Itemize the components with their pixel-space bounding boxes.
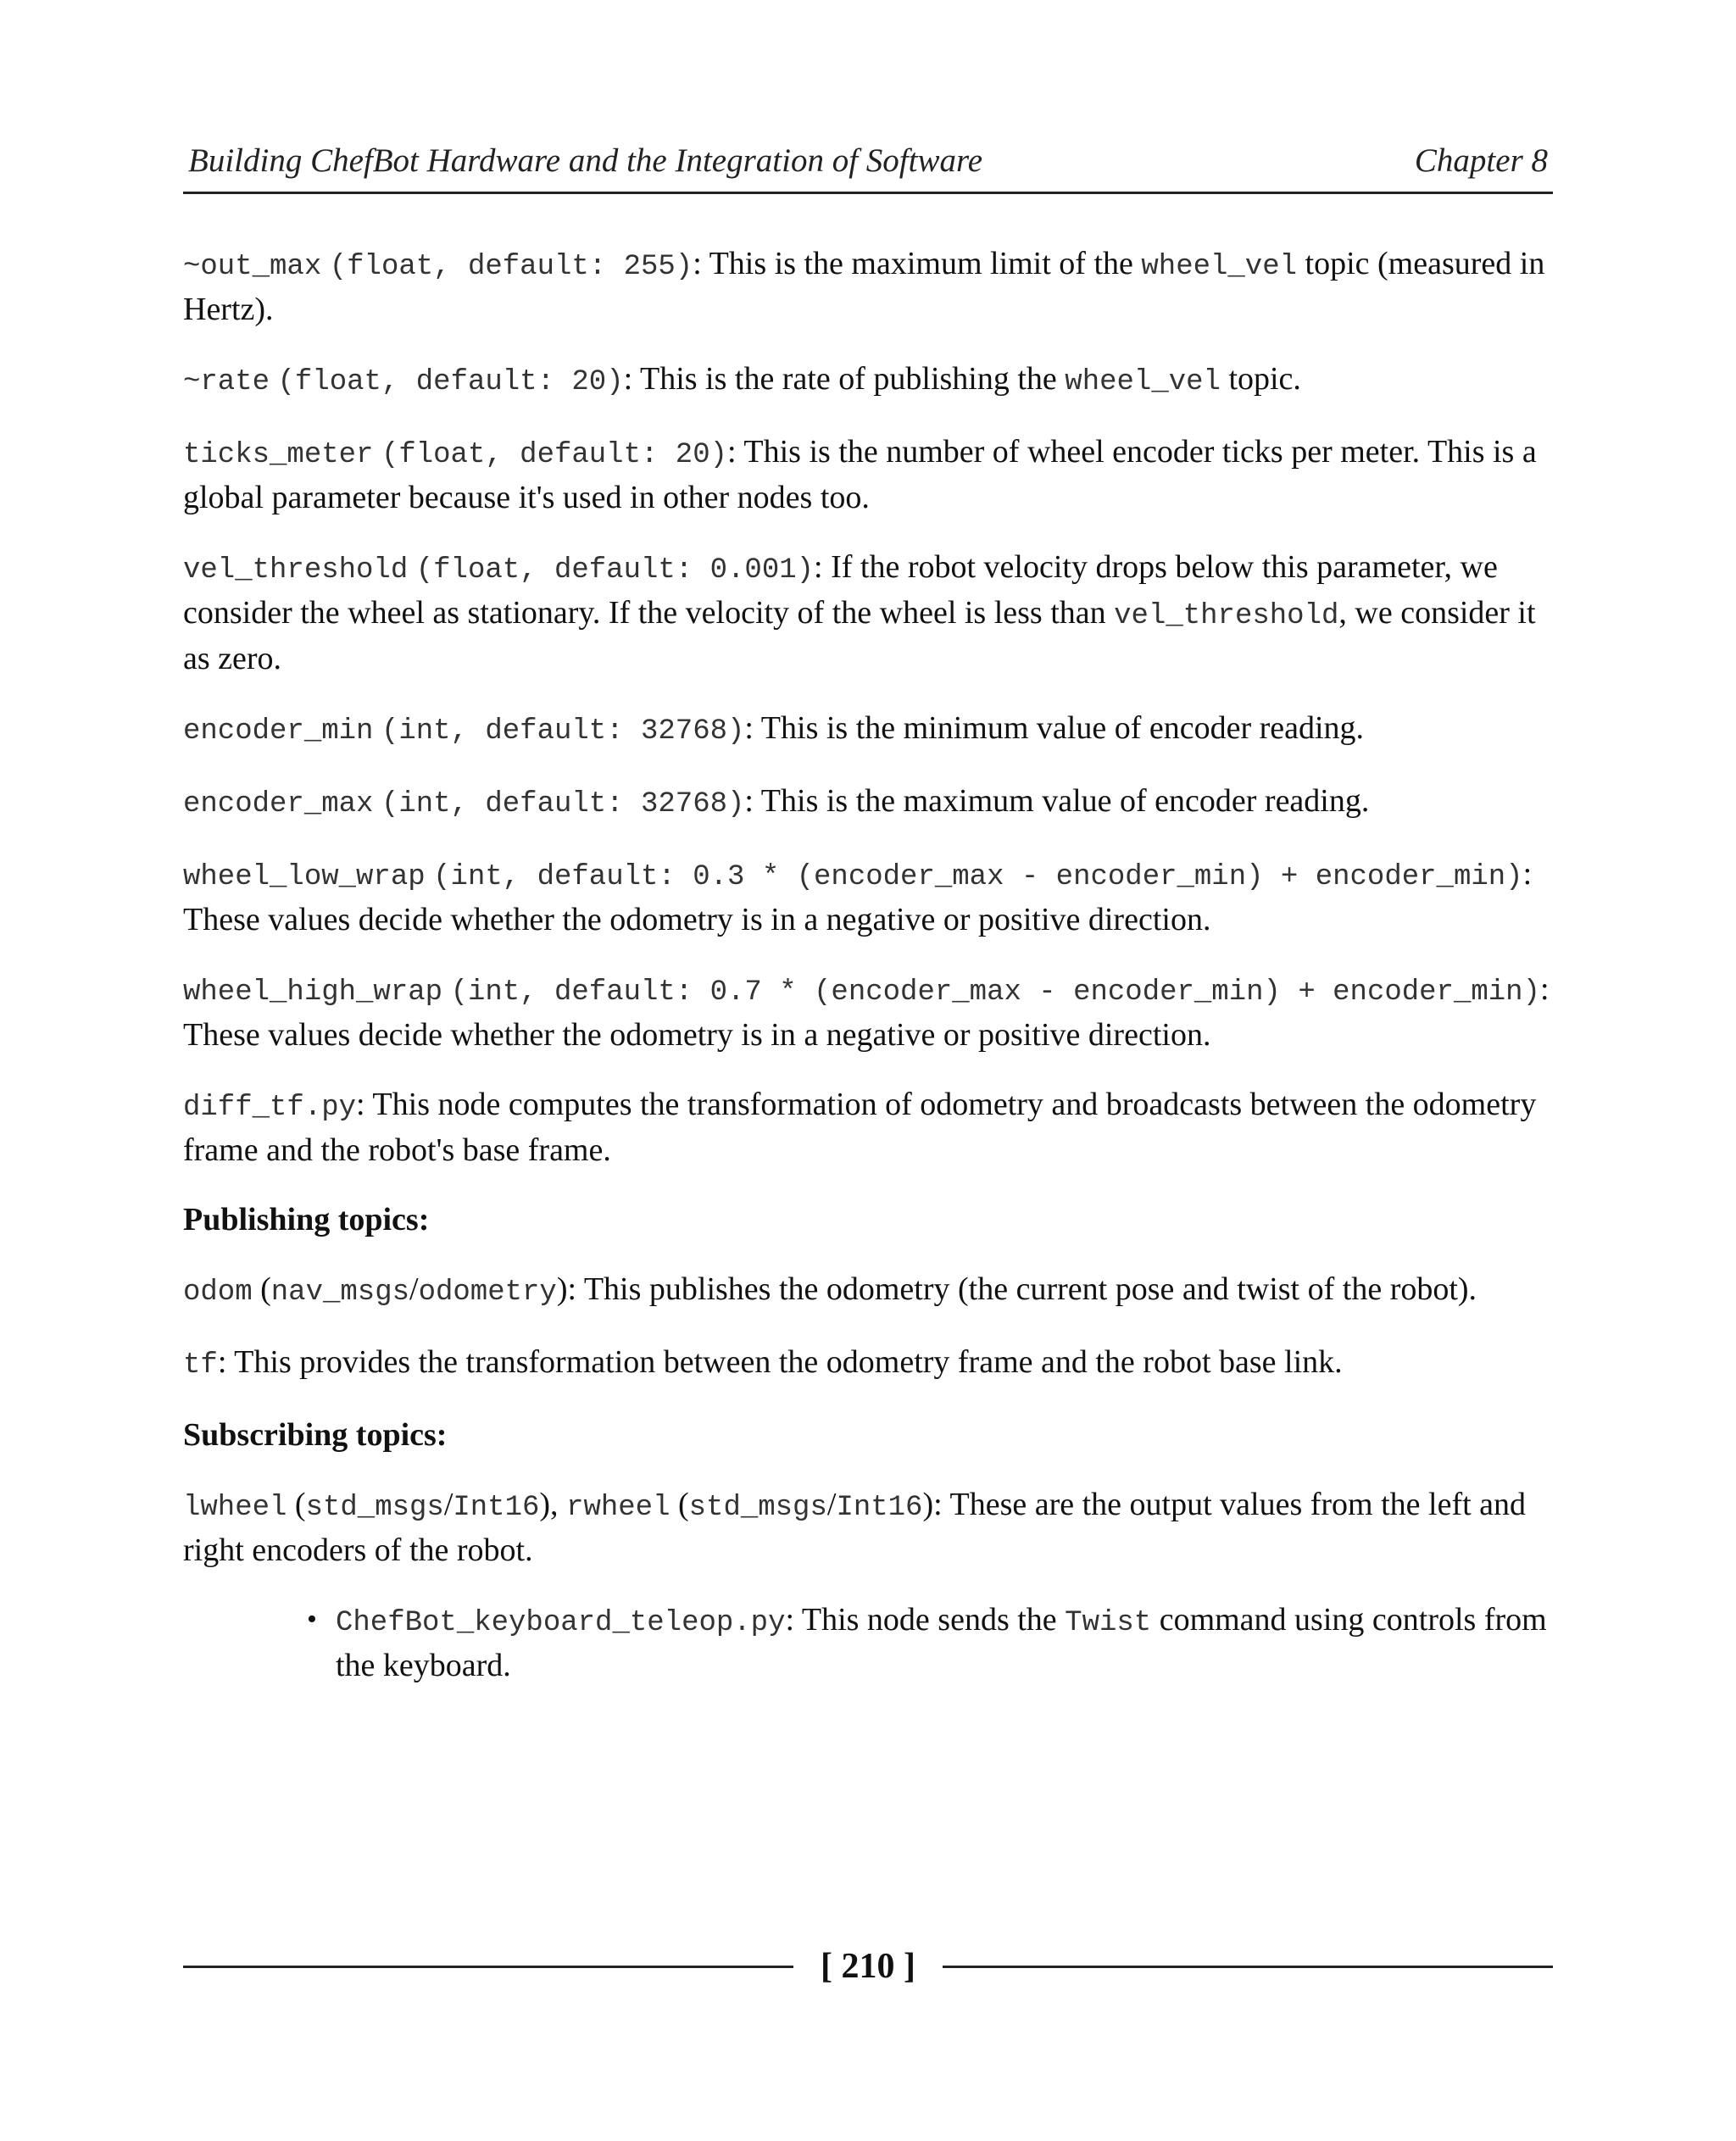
slash: / [443, 1487, 453, 1522]
param-ticks-meter [183, 431, 1553, 519]
param-desc: : This is the maximum value of encoder reading. [744, 783, 1370, 819]
msg-type: Int16 [836, 1492, 923, 1524]
param-signature: (float, default: 20) [277, 366, 624, 398]
topic-desc: : This provides the transformation between the odometry frame and the robot base link. [217, 1344, 1343, 1380]
param-signature: (float, default: 255) [329, 251, 693, 283]
param-desc: : This is the rate of publishing the [623, 361, 1066, 397]
topic-tf [183, 1341, 1553, 1387]
topic-name: odom [183, 1276, 253, 1309]
param-wheel-high-wrap [183, 968, 1553, 1056]
topic-name-rwheel: rwheel [566, 1492, 670, 1524]
inline-code: vel_threshold [1114, 600, 1339, 632]
paren-open: ( [287, 1487, 306, 1522]
param-desc-cont: , we consider it as zero. [183, 595, 1536, 676]
node-diff-tf [183, 1083, 1553, 1171]
bullet-item-teleop [307, 1599, 1553, 1687]
msg-type: odometry [418, 1276, 557, 1309]
header-chapter: Chapter 8 [1414, 142, 1548, 179]
separator: ), [539, 1487, 567, 1522]
node-name: ChefBot_keyboard_teleop.py [336, 1607, 786, 1639]
param-desc-cont: topic. [1220, 361, 1301, 397]
inline-code: Twist [1065, 1607, 1152, 1639]
param-name: wheel_high_wrap [183, 976, 443, 1009]
header-title: Building ChefBot Hardware and the Integration of Software [188, 142, 983, 179]
param-signature: (float, default: 0.001) [415, 554, 815, 587]
subscribing-heading: Subscribing topics: [183, 1417, 448, 1453]
param-encoder-min [183, 707, 1553, 753]
param-signature: (int, default: 0.3 * (encoder_max - encoder_min) + encoder_min) [433, 861, 1523, 893]
msg-package: nav_msgs [270, 1276, 410, 1309]
inline-code: wheel_vel [1141, 251, 1298, 283]
topic-name-lwheel: lwheel [183, 1492, 287, 1524]
param-wheel-low-wrap [183, 853, 1553, 941]
param-rate [183, 358, 1553, 403]
topic-name: tf [183, 1349, 218, 1382]
param-vel-threshold [183, 546, 1553, 680]
param-desc: : This is the number of wheel encoder ticks per meter. This is a global parameter because it's used in other nodes too. [183, 434, 1537, 515]
param-name: vel_threshold [183, 554, 409, 587]
param-name: wheel_low_wrap [183, 861, 426, 893]
paren-open: ( [670, 1487, 689, 1522]
running-header [183, 142, 1553, 194]
param-desc: : This is the maximum limit of the [693, 246, 1142, 281]
param-name: ~rate [183, 366, 270, 398]
slash: / [409, 1271, 419, 1307]
param-name: ~out_max [183, 251, 322, 283]
param-desc: : This is the minimum value of encoder reading. [744, 710, 1365, 746]
footer-rule-right [943, 1966, 1553, 1968]
param-name: encoder_max [183, 788, 374, 820]
inline-code: wheel_vel [1065, 366, 1221, 398]
param-desc-cont: topic (measured in Hertz). [183, 246, 1545, 327]
bullet-marker: • [307, 1604, 317, 1635]
topic-desc: ): This publishes the odometry (the current pose and twist of the robot). [556, 1271, 1477, 1307]
page-number: [ 210 ] [821, 1947, 915, 1986]
node-name: diff_tf.py [183, 1092, 357, 1124]
topic-wheels [183, 1483, 1553, 1571]
topic-odom [183, 1268, 1553, 1314]
node-desc-cont: command using controls from the keyboard. [336, 1602, 1547, 1683]
param-desc: : If the robot velocity drops below this parameter, we consider the wheel as stationary. If the velocity of the wheel is less than [183, 549, 1498, 631]
msg-package: std_msgs [305, 1492, 444, 1524]
param-name: encoder_min [183, 715, 374, 748]
msg-type: Int16 [453, 1492, 540, 1524]
msg-package: std_msgs [688, 1492, 827, 1524]
param-desc: : These values decide whether the odometry is in a negative or positive direction. [183, 856, 1533, 937]
bullet-list [183, 1599, 1553, 1687]
param-signature: (int, default: 32768) [381, 715, 745, 748]
param-signature: (float, default: 20) [381, 439, 728, 471]
param-signature: (int, default: 0.7 * (encoder_max - encoder_min) + encoder_min) [450, 976, 1540, 1009]
param-signature: (int, default: 32768) [381, 788, 745, 820]
param-encoder-max [183, 780, 1553, 826]
paren-open: ( [252, 1271, 271, 1307]
param-name: ticks_meter [183, 439, 374, 471]
page-footer [183, 1941, 1553, 1992]
topic-desc: ): These are the output values from the left and right encoders of the robot. [183, 1487, 1527, 1568]
node-desc: : This node sends the [785, 1602, 1066, 1638]
param-desc: : These values decide whether the odometry is in a negative or positive direction. [183, 971, 1550, 1053]
param-out-max [183, 242, 1553, 331]
publishing-heading: Publishing topics: [183, 1202, 430, 1237]
body-text [183, 242, 1553, 1687]
node-desc: : This node computes the transformation of odometry and broadcasts between the odometry frame and the robot's base frame. [183, 1087, 1537, 1168]
slash: / [826, 1487, 837, 1522]
